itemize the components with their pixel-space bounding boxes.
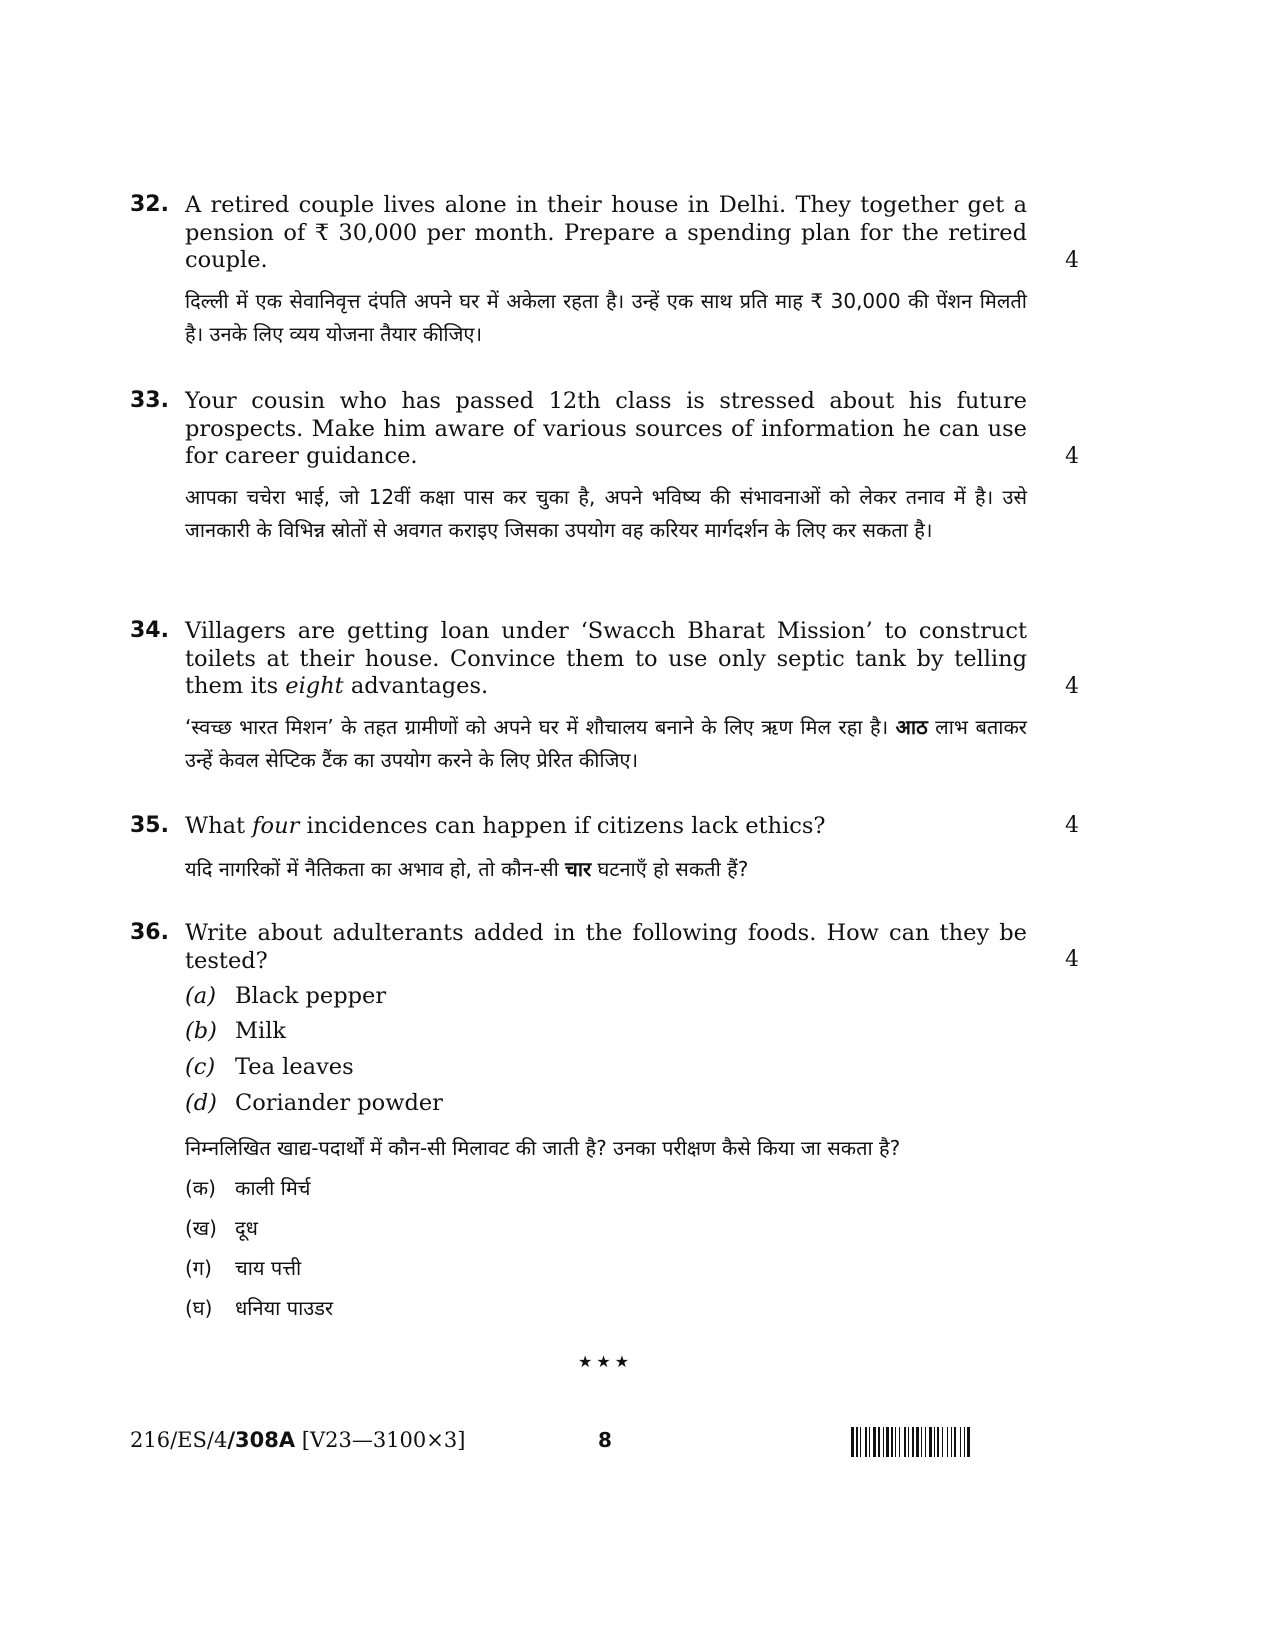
option-text: काली मिर्च [235, 1176, 311, 1200]
text-segment: यदि नागरिकों में नैतिकता का अभाव हो, तो कौन-सी [185, 857, 566, 881]
barcode-bar [883, 1427, 884, 1457]
barcode-bar [856, 1427, 858, 1457]
barcode-bar [964, 1427, 965, 1457]
option-text: दूध [235, 1216, 258, 1240]
option-label: (घ) [185, 1296, 213, 1320]
option-label: (क) [185, 1176, 216, 1200]
question-number: 32. [130, 192, 169, 217]
barcode-bar [947, 1427, 948, 1457]
text-segment: लाभ बताकर उन्हें केवल सेप्टिक टैंक का उपयोग करने के लिए प्रेरित कीजिए। [185, 715, 1027, 772]
option-text: धनिया पाउडर [235, 1296, 334, 1320]
option-label: (a) [185, 983, 216, 1009]
barcode-bar [934, 1427, 935, 1457]
barcode-bar [865, 1427, 867, 1457]
barcode-bar [960, 1427, 961, 1457]
barcode-bar [904, 1427, 906, 1457]
question-number: 34. [130, 618, 169, 643]
barcode-bar [908, 1427, 909, 1457]
question-number: 33. [130, 388, 169, 413]
question-text-hindi [185, 711, 1027, 777]
hindi-option-gha [185, 1294, 333, 1321]
barcode-bar [967, 1427, 970, 1457]
option-b [185, 1018, 286, 1044]
option-label: (b) [185, 1018, 217, 1044]
question-text-english [185, 813, 1027, 841]
barcode-bar [929, 1427, 932, 1457]
barcode-bar [921, 1427, 922, 1457]
hindi-option-ka [185, 1174, 310, 1201]
barcode-bar [851, 1427, 854, 1457]
text-segment: What [185, 813, 253, 839]
text-segment: advantages. [343, 673, 489, 699]
question-number: 36. [130, 920, 169, 945]
option-label: (c) [185, 1054, 216, 1080]
barcode-bar [891, 1427, 893, 1457]
paper-code [130, 1428, 465, 1452]
barcode-bar [954, 1427, 956, 1457]
marks: 4 [1065, 813, 1079, 838]
option-text: Milk [235, 1018, 287, 1044]
barcode [851, 1427, 1084, 1457]
text-segment: incidences can happen if citizens lack ethics? [299, 813, 826, 839]
barcode-bar [942, 1427, 943, 1457]
marks: 4 [1065, 947, 1079, 972]
paper-code-prefix: 216/ES/4 [130, 1428, 228, 1452]
barcode-bar [951, 1427, 952, 1457]
end-of-paper-stars: ★★★ [578, 1352, 634, 1371]
option-text: Tea leaves [235, 1054, 354, 1080]
barcode-bar [916, 1427, 919, 1457]
emphasis: आठ [895, 715, 928, 739]
question-text-hindi: दिल्ली में एक सेवानिवृत्त दंपति अपने घर में अकेला रहता है। उन्हें एक साथ प्रति माह ₹ 30,000 की पेंशन मिलती है। उनके लिए व्यय योजना तैयार कीजिए। [185, 289, 1027, 346]
barcode-bar [912, 1427, 914, 1457]
marks: 4 [1065, 674, 1079, 699]
barcode-bar [860, 1427, 861, 1457]
question-number: 35. [130, 813, 169, 838]
barcode-bar [895, 1427, 896, 1457]
barcode-bar [937, 1427, 939, 1457]
option-label: (d) [185, 1090, 217, 1116]
question-text-hindi: निम्नलिखित खाद्य-पदार्थों में कौन-सी मिलावट की जाती है? उनका परीक्षण कैसे किया जा सकता है? [185, 1136, 901, 1160]
option-a [185, 983, 386, 1009]
emphasis: four [252, 813, 300, 839]
hindi-option-kha [185, 1214, 258, 1241]
option-d [185, 1090, 443, 1116]
question-text-english: Write about adulterants added in the following foods. How can they be tested? [185, 920, 1027, 974]
marks: 4 [1065, 248, 1079, 273]
question-text-english: A retired couple lives alone in their house in Delhi. They together get a pension of ₹ 30,000 per month. Prepare a spending plan for the retired couple. [185, 192, 1027, 273]
option-label: (ग) [185, 1256, 212, 1280]
paper-code-suffix: [V23—3100×3] [295, 1428, 466, 1452]
option-text: चाय पत्ती [235, 1256, 302, 1280]
page-number: 8 [598, 1428, 612, 1452]
barcode-bar [899, 1427, 900, 1457]
option-text: Coriander powder [235, 1090, 443, 1116]
question-text-english [185, 618, 1027, 701]
option-text: Black pepper [235, 983, 387, 1009]
barcode-bar [873, 1427, 876, 1457]
paper-code-bold: /308A [227, 1428, 296, 1452]
question-text-hindi: आपका चचेरा भाई, जो 12वीं कक्षा पास कर चुका है, अपने भविष्य की संभावनाओं को लेकर तनाव में है। उसे जानकारी के विभिन्न स्रोतों से अवगत कराइए जिसका उपयोग वह करियर मार्गदर्शन के लिए कर सकता है। [185, 485, 1027, 542]
option-label: (ख) [185, 1216, 217, 1240]
barcode-bar [878, 1427, 880, 1457]
emphasis: चार [565, 857, 592, 881]
text-segment: Villagers are getting loan under ‘Swacch Bharat Mission’ to construct toilets at their house. Convince them to use only septic tank by telling them its [185, 618, 1027, 699]
text-segment: ‘स्वच्छ भारत मिशन’ के तहत ग्रामीणों को अपने घर में शौचालय बनाने के लिए ऋण मिल रहा है। [185, 715, 896, 739]
text-segment: घटनाएँ हो सकती हैं? [591, 857, 749, 881]
hindi-option-ga [185, 1254, 301, 1281]
barcode-bar [886, 1427, 889, 1457]
marks: 4 [1065, 444, 1079, 469]
barcode-bar [925, 1427, 926, 1457]
option-c [185, 1054, 354, 1080]
emphasis: eight [285, 673, 344, 699]
question-text-hindi [185, 853, 1027, 886]
question-text-english: Your cousin who has passed 12th class is stressed about his future prospects. Make him aware of various sources of information he can use for career guidance. [185, 388, 1027, 469]
barcode-bar [869, 1427, 870, 1457]
